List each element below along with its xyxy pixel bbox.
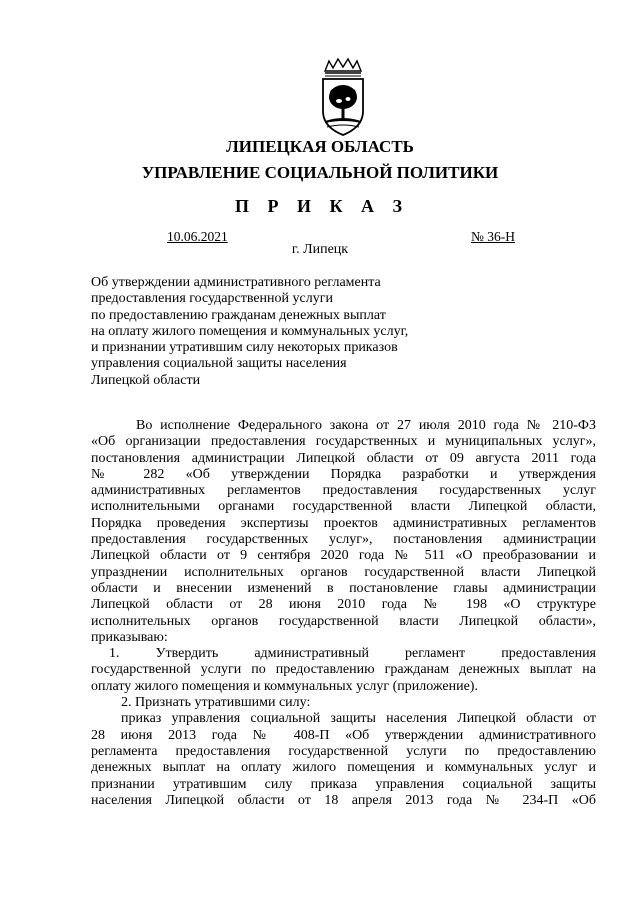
body-line: приказываю: [91,629,168,645]
region-title: ЛИПЕЦКАЯ ОБЛАСТЬ [226,137,414,156]
body-line: № 282 «Об утверждении Порядка разработки и утверждения [91,466,596,482]
subject-line: на оплату жилого помещения и коммунальных услуг, [91,323,409,339]
body-line: Во исполнение Федерального закона от 27 июля 2010 года № 210-ФЗ [136,418,596,433]
body-line: исполнительных органов государственной власти Липецкой области», [91,613,596,629]
body-line: признании утратившим силу приказа управления социальной защиты [91,776,596,792]
order-subject [91,275,511,389]
body-line: денежных выплат на оплату жилого помещения и коммунальных услуг и [91,760,596,776]
subject-line: Липецкой области [91,372,201,388]
body-line: предоставления государственных услуг», постановления администрации [91,532,596,548]
department-title: УПРАВЛЕНИЕ СОЦИАЛЬНОЙ ПОЛИТИКИ [141,163,499,182]
body-line: постановления администрации Липецкой области от 09 августа 2011 года [91,450,596,466]
subject-line: Об утверждении административного регламента [91,275,381,290]
body-line: Порядка проведения экспертизы проектов административных регламентов [91,515,596,531]
coat-of-arms-icon [317,57,369,137]
order-date: 10.06.2021 [167,229,228,244]
order-number: № 36-Н [471,229,516,244]
body-line: 2. Признать утратившими силу: [121,695,311,711]
document-type-title: П Р И К А З [234,196,410,216]
body-line: исполнительными органами государственной власти Липецкой области, [91,499,596,515]
body-line: области и внесении изменений в постановление главы администрации [91,580,596,596]
body-line: населения Липецкой области от 18 апреля 2013 года № 234-П «Об [91,792,596,808]
order-city: г. Липецк [291,242,349,257]
body-line: государственной услуги по предоставлению гражданам денежных выплат на [91,662,596,678]
body-line: оплату жилого помещения и коммунальных услуг (приложение). [91,678,478,694]
subject-line: предоставления государственной услуги [91,291,333,307]
body-line: административных регламентов предоставления государственных услуг [91,483,596,499]
body-line: приказ управления социальной защиты населения Липецкой области от [121,711,596,727]
body-line: 28 июня 2013 года № 408-П «Об утверждении административного [91,727,596,743]
subject-line: и признании утратившим силу некоторых приказов [91,340,398,356]
body-line: «Об организации предоставления государственных и муниципальных услуг», [91,434,596,450]
subject-line: по предоставлению гражданам денежных выплат [91,307,386,323]
body-line: упразднении исполнительных органов государственной власти Липецкой [91,564,596,580]
body-line: Липецкой области от 28 июня 2010 года № 198 «О структуре [91,597,596,613]
body-line: регламента предоставления государственной услуги по предоставлению [91,743,596,759]
body-line: 1. Утвердить административный регламент предоставления [109,646,596,662]
order-body [91,418,596,809]
body-line: Липецкой области от 9 сентября 2020 года № 511 «О преобразовании и [91,548,596,564]
subject-line: управления социальной защиты населения [91,356,347,372]
